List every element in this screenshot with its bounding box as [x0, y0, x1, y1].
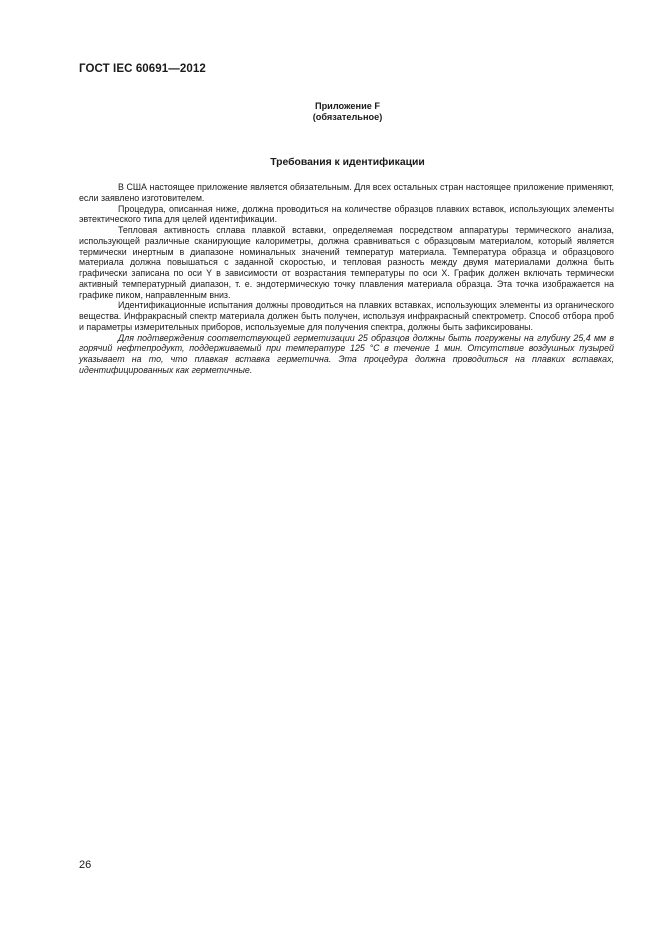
appendix-status: (обязательное)	[312, 112, 383, 122]
paragraph-thermal-activity: Тепловая активность сплава плавкой вставки, определяемая посредством аппаратуры термического анализа, использующей различные сканирующие калориметры, должна сравниваться с образцовым материалом, который является термически инертным в диапазоне номинальных значений температур материала. Температура образца и образцового материала должна повышаться с заданной скоростью, и тепловая разность между двумя материалами должна быть графически записана по оси Y в зависимости от возрастания температуры по оси X. График должен включать термически активный температурный диапазон, т. е. эндотермическую точку плавления материала образца. Эта точка изображается на графике пиком, направленным вниз.	[79, 225, 614, 300]
paragraph-procedure: Процедура, описанная ниже, должна проводиться на количестве образцов плавких вставок, использующих элементы эвтектического типа для целей идентификации.	[79, 203, 614, 225]
appendix-heading	[0, 101, 661, 123]
section-title: Требования к идентификации	[270, 157, 425, 168]
paragraph-sealing-test: Для подтверждения соответствующей герметизации 25 образцов должны быть погружены на глубину 25,4 мм в горячий нефтепродукт, поддерживаемый при температуре 125 °C в течение 1 мин. Отсутствие воздушных пузырей указывает на то, что плавкая вставка герметична. Эта процедура должна проводиться на плавких вставках, идентифицированных как герметичные.	[79, 332, 614, 375]
paragraph-scope: В США настоящее приложение является обязательным. Для всех остальных стран настоящее приложение применяют, если заявлено изготовителем.	[79, 182, 614, 203]
paragraph-identification-tests: Идентификационные испытания должны проводиться на плавких вставках, использующих элементы из органического вещества. Инфракрасный спектр материала должен быть получен, используя инфракрасный спектрометр. Способ отбора проб и параметры измерительных приборов, используемые для получения спектра, должны быть зафиксированы.	[79, 300, 614, 332]
page-number: 26	[79, 859, 92, 871]
standard-designation: ГОСТ IEC 60691—2012	[79, 63, 206, 75]
body-text	[79, 182, 614, 376]
appendix-title: Приложение F	[314, 101, 381, 111]
